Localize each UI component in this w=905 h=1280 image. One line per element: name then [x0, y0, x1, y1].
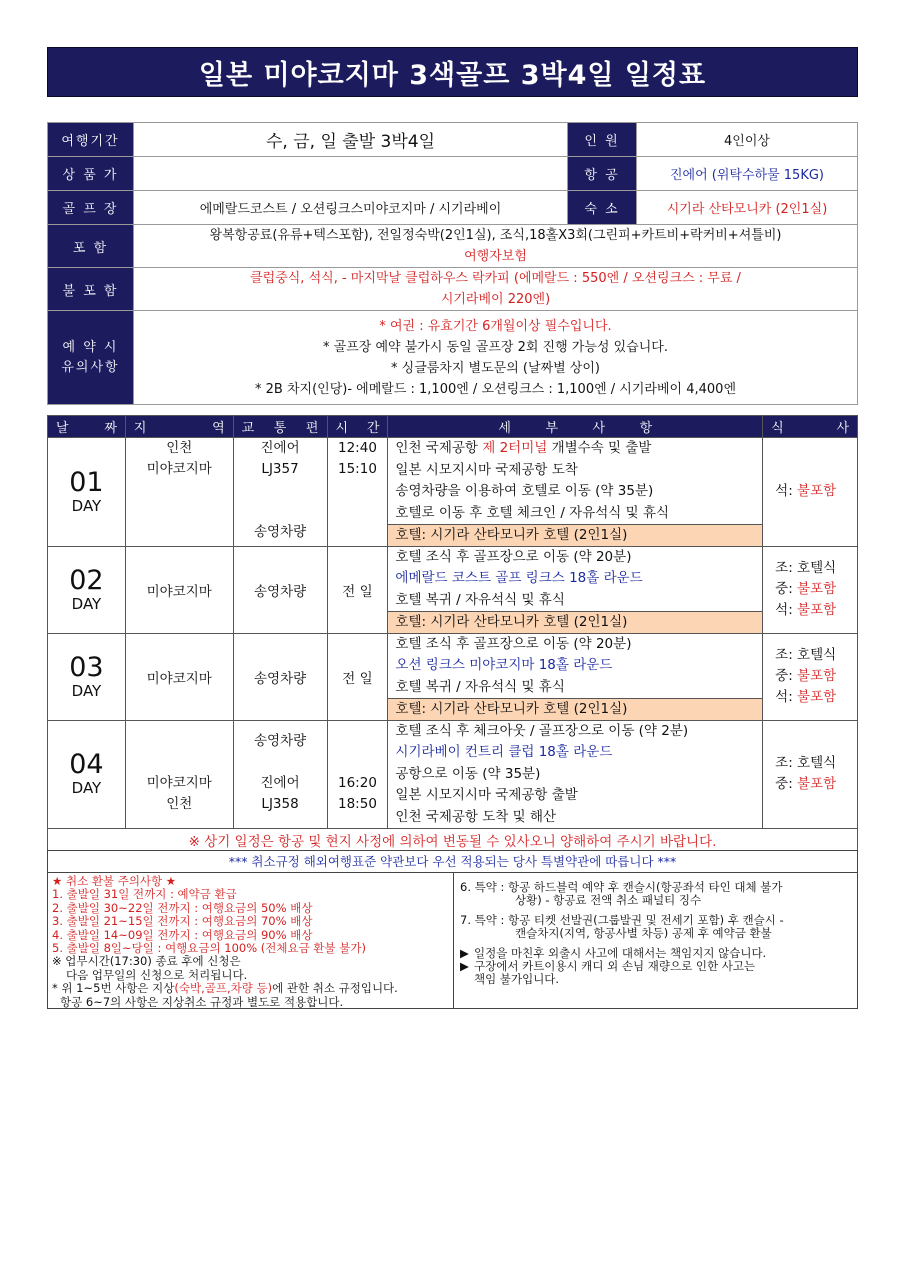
time-text: 15:10 — [338, 461, 377, 477]
day-cell — [48, 546, 126, 633]
transport-cell — [233, 438, 327, 547]
detail-line: 호텔 조식 후 골프장으로 이동 (약 20분) — [395, 548, 632, 565]
detail-line: 호텔 조식 후 골프장으로 이동 (약 20분) — [395, 635, 632, 652]
include-line-1: 왕복항공료(유류+텍스포함), 전일정숙박(2인1실), 조식,18홀X3회(그린피+카트비+락커비+셔틀비) — [209, 228, 782, 243]
detail-cell — [388, 438, 763, 547]
exclude-value — [134, 268, 858, 311]
detail-line: 호텔 복귀 / 자유석식 및 휴식 — [395, 591, 565, 608]
header-day: 날 짜 — [48, 416, 126, 438]
day-number: 04 — [69, 749, 104, 781]
detail-line: 호텔 복귀 / 자유석식 및 휴식 — [395, 678, 565, 695]
price-value — [134, 157, 568, 191]
special-terms — [454, 873, 857, 1009]
time-cell — [327, 720, 388, 829]
meal-cell: 조: 호텔식 중: 불포함 — [763, 720, 858, 829]
time-cell — [327, 438, 388, 547]
liability-note: ▶ 일정을 마친후 외출시 사고에 대해서는 책임지지 않습니다. — [460, 945, 767, 960]
airline-value: 진에어 (위탁수하물 15KG) — [637, 157, 858, 191]
note-golf: * 골프장 예약 불가시 동일 골프장 2회 진행 가능성 있습니다. — [323, 339, 668, 355]
people-value: 4인이상 — [637, 123, 858, 157]
time-text: 18:50 — [338, 795, 377, 812]
scope-note-2: 항공 6~7의 사항은 지상취소 규정과 별도로 적용합니다. — [60, 994, 344, 1009]
golf-label: 골 프 장 — [48, 191, 134, 225]
meal-cell: 조: 호텔식 중: 불포함 석: 불포함 — [763, 546, 858, 633]
day-cell — [48, 633, 126, 720]
transport-text: 진에어 — [260, 440, 300, 456]
time-cell: 전 일 — [327, 633, 388, 720]
meal-cell: 조: 호텔식 중: 불포함 석: 불포함 — [763, 633, 858, 720]
area-cell: 미야코지마 — [125, 633, 233, 720]
day-label: DAY — [71, 779, 102, 798]
header-transport: 교 통 편 — [233, 416, 327, 438]
office-hours-note: ※ 업무시간(17:30) 종료 후에 신청은 — [52, 954, 241, 969]
detail-cell — [388, 720, 763, 829]
day-label: DAY — [71, 496, 102, 515]
detail-line: 인천 국제공항 제 2터미널 개별수속 및 출발 — [395, 440, 652, 456]
hotel-label: 숙 소 — [568, 191, 637, 225]
note-passport: * 여권 : 유효기간 6개월이상 필수입니다. — [379, 318, 612, 334]
cancellation-policy — [47, 850, 858, 1009]
notes-label-line-2: 유의사항 — [61, 359, 120, 375]
itinerary-table — [47, 415, 858, 851]
time-text: 12:40 — [338, 440, 377, 456]
day-number: 01 — [69, 466, 104, 498]
cancellation-header: *** 취소규정 해외여행표준 약관보다 우선 적용되는 당사 특별약관에 따릅니다 *** — [48, 851, 857, 873]
hotel-line: 호텔: 시기라 산타모니카 호텔 (2인1실) — [388, 524, 762, 546]
transport-cell: 송영차량 — [233, 546, 327, 633]
exclude-line-2: 시기라베이 220엔) — [440, 292, 551, 307]
area-text: 인천 — [166, 795, 193, 812]
golf-round-line: 오션 링크스 미야코지마 18홀 라운드 — [395, 657, 613, 673]
flight-number: LJ357 — [261, 461, 299, 477]
schedule-notice: ※ 상기 일정은 항공 및 현지 사정에 의하여 변동될 수 있사오니 양해하여 주시기 바랍니다. — [48, 829, 858, 851]
day-row-4 — [48, 720, 858, 829]
refund-title: ★ 취소 환불 주의사항 ★ — [52, 874, 177, 888]
day-row-1 — [48, 438, 858, 547]
refund-rule: 4. 출발일 14~09일 전까지 : 여행요금의 90% 배상 — [52, 927, 313, 942]
golf-round-line: 시기라베이 컨트리 클럽 18홀 라운드 — [395, 744, 613, 760]
day-number: 03 — [69, 651, 104, 683]
flight-number: LJ358 — [261, 795, 299, 812]
exclude-line-1: 클럽중식, 석식, - 마지막날 클럽하우스 락카피 (에메랄드 : 550엔 / 오션링크스 : 무료 / — [250, 271, 741, 286]
people-label: 인 원 — [568, 123, 637, 157]
notes-label-line-1: 예 약 시 — [62, 339, 119, 355]
detail-line: 호텔로 이동 후 호텔 체크인 / 자유석식 및 휴식 — [395, 504, 670, 521]
cart-liability-note: ▶ 구장에서 카트이용시 캐디 외 손님 재량으로 인한 사고는 책임 불가입니다. — [460, 959, 756, 987]
scope-note: * 위 1~5번 사항은 지상(숙박,골프,차량 등)에 관한 취소 규정입니다. — [52, 981, 398, 996]
trip-info-table — [47, 122, 858, 405]
header-time: 시 간 — [327, 416, 388, 438]
day-row-3 — [48, 633, 858, 720]
transport-text: 송영차량 — [253, 732, 307, 749]
area-cell: 미야코지마 — [125, 546, 233, 633]
transport-cell: 송영차량 — [233, 633, 327, 720]
area-text: 인천 — [166, 440, 193, 456]
transport-text: 송영차량 — [253, 524, 307, 540]
time-cell: 전 일 — [327, 546, 388, 633]
price-label: 상 품 가 — [48, 157, 134, 191]
arrow-right-icon: ▶ — [460, 959, 469, 974]
hotel-line: 호텔: 시기라 산타모니카 호텔 (2인1실) — [388, 698, 762, 720]
arrow-right-icon: ▶ — [460, 945, 469, 960]
day-number: 02 — [69, 564, 104, 596]
detail-cell — [388, 633, 763, 720]
exclude-label: 불 포 함 — [48, 268, 134, 311]
golf-value: 에메랄드코스트 / 오션링크스미야코지마 / 시기라베이 — [134, 191, 568, 225]
refund-rules — [48, 873, 454, 1009]
notes-label — [48, 311, 134, 405]
day-cell — [48, 720, 126, 829]
include-value — [134, 225, 858, 268]
airline-label: 항 공 — [568, 157, 637, 191]
page-title: 일본 미야코지마 3색골프 3박4일 일정표 — [47, 47, 858, 97]
day-cell — [48, 438, 126, 547]
detail-line: 호텔 조식 후 체크아웃 / 골프장으로 이동 (약 2분) — [395, 722, 689, 739]
day-label: DAY — [71, 594, 102, 613]
header-detail: 세 부 사 항 — [388, 416, 763, 438]
day-label: DAY — [71, 681, 102, 700]
transport-text: 진에어 — [260, 774, 300, 791]
note-single-room: * 싱글룸차지 별도문의 (날짜별 상이) — [391, 360, 600, 376]
special-term-7: 7. 특약 : 항공 티켓 선발권(그룹발권 및 전세기 포함) 후 캔슬시 - 캔슬차지(지역, 항공사별 차등) 공제 후 예약금 환불 — [460, 912, 784, 941]
golf-round-line: 에메랄드 코스트 골프 링크스 18홀 라운드 — [395, 570, 643, 586]
day-row-2 — [48, 546, 858, 633]
detail-line: 일본 시모지시마 국제공항 도착 — [395, 461, 578, 478]
detail-line: 송영차량을 이용하여 호텔로 이동 (약 35분) — [395, 483, 654, 499]
header-area: 지 역 — [125, 416, 233, 438]
note-2b-charge: * 2B 차지(인당)- 에메랄드 : 1,100엔 / 오션링크스 : 1,100엔 / 시기라베이 4,400엔 — [255, 381, 736, 397]
area-cell — [125, 720, 233, 829]
period-value: 수, 금, 일 출발 3박4일 — [134, 123, 568, 157]
refund-rule: 1. 출발일 31일 전까지 : 예약금 환급 — [52, 887, 237, 902]
office-hours-note-2: 다음 업무일의 신청으로 처리됩니다. — [66, 967, 248, 982]
refund-rule: 2. 출발일 30~22일 전까지 : 여행요금의 50% 배상 — [52, 900, 313, 915]
detail-line: 공항으로 이동 (약 35분) — [395, 765, 541, 782]
header-meal: 식 사 — [763, 416, 858, 438]
meal-cell: 석: 불포함 — [763, 438, 858, 547]
area-text: 미야코지마 — [146, 461, 212, 477]
refund-rule: 5. 출발일 8일~당일 : 여행요금의 100% (전체요금 환불 불가) — [52, 941, 366, 956]
detail-line: 일본 시모지시마 국제공항 출발 — [395, 787, 578, 803]
detail-line: 인천 국제공항 도착 및 해산 — [395, 808, 557, 825]
area-cell — [125, 438, 233, 547]
hotel-value: 시기라 산타모니카 (2인1실) — [637, 191, 858, 225]
detail-cell — [388, 546, 763, 633]
transport-cell — [233, 720, 327, 829]
refund-rule: 3. 출발일 21~15일 전까지 : 여행요금의 70% 배상 — [52, 914, 313, 929]
period-label: 여행기간 — [48, 123, 134, 157]
area-text: 미야코지마 — [146, 774, 212, 791]
include-label: 포 함 — [48, 225, 134, 268]
hotel-line: 호텔: 시기라 산타모니카 호텔 (2인1실) — [388, 611, 762, 633]
include-line-2: 여행자보험 — [464, 249, 527, 264]
notes-value — [134, 311, 858, 405]
special-term-6: 6. 특약 : 항공 하드블럭 예약 후 캔슬시(항공좌석 타인 대체 불가 상황) - 항공료 전액 취소 패널티 징수 — [460, 880, 783, 908]
time-text: 16:20 — [338, 774, 377, 791]
